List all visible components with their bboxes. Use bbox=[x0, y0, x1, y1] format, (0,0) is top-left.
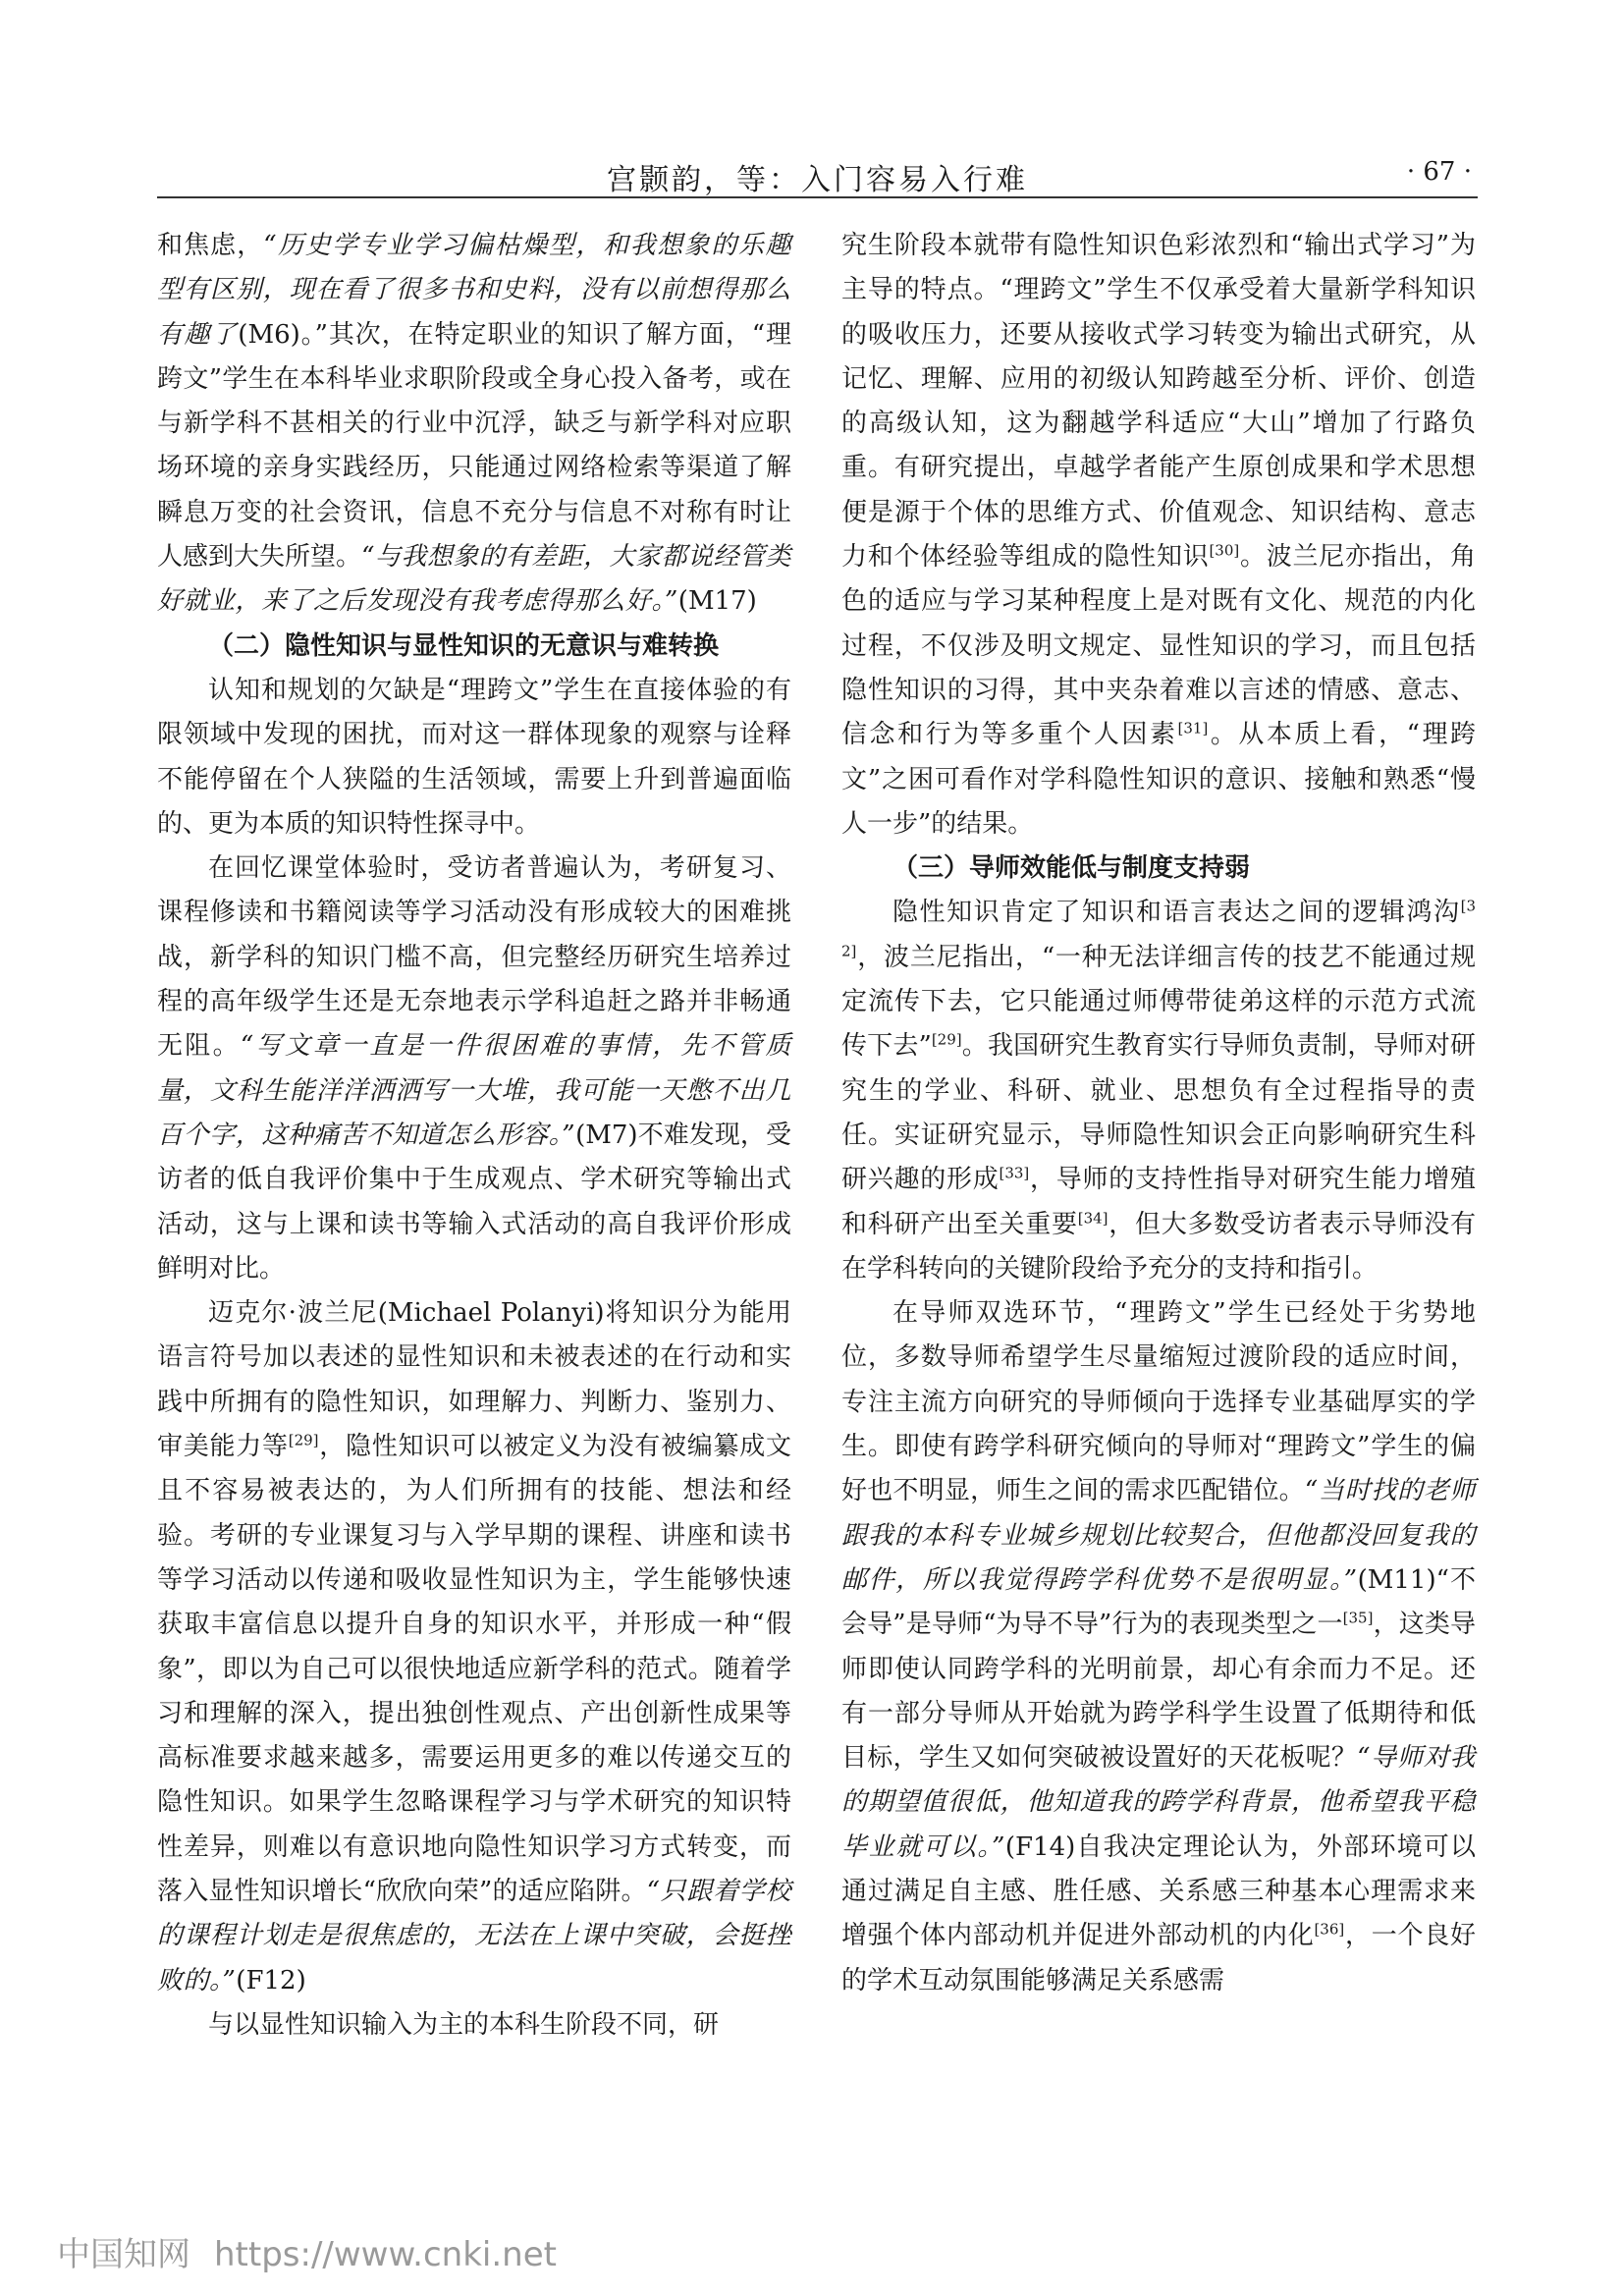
paragraph: 和焦虑，“历史学专业学习偏枯燥型，和我想象的乐趣型有区别，现在看了很多书和史料，没有以前想得那么有趣了(M6)。”其次，在特定职业的知识了解方面，“理跨文”学生在本科毕业求职阶段或全身心投入备考，或在与新学科不甚相关的行业中沉浮，缺乏与新学科对应职场环境的亲身实践经历，只能通过网络检索等渠道了解瞬息万变的社会资讯，信息不充分与信息不对称有时让人感到大失所望。“与我想象的有差距，大家都说经管类好就业，来了之后发现没有我考虑得那么好。”(M17) bbox=[157, 231, 791, 617]
interview-quote: “历史学专业学习偏枯燥型，和我想象的乐趣型有区别，现在看了很多书和史料，没有以前想得那么有趣了 bbox=[157, 231, 791, 350]
section-heading: （二）隐性知识与显性知识的无意识与难转换 bbox=[208, 630, 720, 661]
citation-ref: [36] bbox=[1314, 1920, 1345, 1939]
citation-ref: [29] bbox=[288, 1431, 319, 1449]
paragraph: 隐性知识肯定了知识和语言表达之间的逻辑鸿沟[32]，波兰尼指出，“一种无法详细言传的技艺不能通过规定流传下去，它只能通过师傅带徒弟这样的示范方式流传下去”[29]。我国研究生教育实行导师负责制，导师对研究生的学业、科研、就业、思想负有全过程指导的责任。实证研究显示，导师隐性知识会正向影响研究生科研兴趣的形成[33]，导师的支持性指导对研究生能力增殖和科研产出至关重要[34]，但大多数受访者表示导师没有在学科转向的关键阶段给予充分的支持和指引。 bbox=[841, 897, 1476, 1284]
interview-quote: “当时找的老师跟我的本科专业城乡规划比较契合，但他都没回复我的邮件，所以我觉得跨学科优势不是很明显。” bbox=[841, 1476, 1476, 1595]
interview-quote: “导师对我的期望值很低，他知道我的跨学科背景，他希望我平稳毕业就可以。” bbox=[841, 1743, 1476, 1862]
citation-ref: [35] bbox=[1342, 1609, 1374, 1627]
running-title: 宫颢韵，等：入门容易入行难 bbox=[607, 163, 1028, 197]
watermark-brand: 中国知网 bbox=[57, 2235, 190, 2274]
interview-quote: “只跟着学校的课程计划走是很焦虑的，无法在上课中突破，会挺挫败的。” bbox=[157, 1876, 791, 1995]
left-column bbox=[157, 224, 791, 2048]
page-header bbox=[157, 147, 1478, 198]
citation-ref: [32] bbox=[841, 897, 1476, 960]
watermark-url: https://www.cnki.net bbox=[214, 2235, 557, 2274]
citation-ref: [33] bbox=[999, 1164, 1030, 1182]
citation-ref: [31] bbox=[1177, 719, 1209, 738]
paragraph: 认知和规划的欠缺是“理跨文”学生在直接体验的有限领域中发现的困扰，而对这一群体现象的观察与诠释不能停留在个人狭隘的生活领域，需要上升到普遍面临的、更为本质的知识特性探寻中。 bbox=[157, 675, 791, 839]
paragraph: 在导师双选环节，“理跨文”学生已经处于劣势地位，多数导师希望学生尽量缩短过渡阶段的适应时间，专注主流方向研究的导师倾向于选择专业基础厚实的学生。即使有跨学科研究倾向的导师对“理跨文”学生的偏好也不明显，师生之间的需求匹配错位。“当时找的老师跟我的本科专业城乡规划比较契合，但他都没回复我的邮件，所以我觉得跨学科优势不是很明显。”(M11)“不会导”是导师“为导不导”行为的表现类型之一[35]，这类导师即使认同跨学科的光明前景，却心有余而力不足。还有一部分导师从开始就为跨学科学生设置了低期待和低目标，学生又如何突破被设置好的天花板呢？“导师对我的期望值很低，他知道我的跨学科背景，他希望我平稳毕业就可以。”(F14)自我决定理论认为，外部环境可以通过满足自主感、胜任感、关系感三种基本心理需求来增强个体内部动机并促进外部动机的内化[36]，一个良好的学术互动氛围能够满足关系感需 bbox=[841, 1298, 1476, 1995]
right-column bbox=[841, 224, 1476, 2003]
citation-ref: [30] bbox=[1209, 541, 1240, 560]
paragraph: 迈克尔·波兰尼(Michael Polanyi)将知识分为能用语言符号加以表述的显性知识和未被表述的在行动和实践中所拥有的隐性知识，如理解力、判断力、鉴别力、审美能力等[29]，隐性知识可以被定义为没有被编纂成文且不容易被表达的，为人们所拥有的技能、想法和经验。考研的专业课复习与入学早期的课程、讲座和读书等学习活动以传递和吸收显性知识为主，学生能够快速获取丰富信息以提升自身的知识水平，并形成一种“假象”，即以为自己可以很快地适应新学科的范式。随着学习和理解的深入，提出独创性观点、产出创新性成果等高标准要求越来越多，需要运用更多的难以传递交互的隐性知识。如果学生忽略课程学习与学术研究的知识特性差异，则难以有意识地向隐性知识学习方式转变，而落入显性知识增长“欣欣向荣”的适应陷阱。“只跟着学校的课程计划走是很焦虑的，无法在上课中突破，会挺挫败的。”(F12) bbox=[157, 1298, 791, 1995]
paragraph: 与以显性知识输入为主的本科生阶段不同，研 bbox=[208, 2009, 720, 2040]
section-heading: （三）导师效能低与制度支持弱 bbox=[892, 853, 1251, 884]
paragraph: 在回忆课堂体验时，受访者普遍认为，考研复习、课程修读和书籍阅读等学习活动没有形成较大的困难挑战，新学科的知识门槛不高，但完整经历研究生培养过程的高年级学生还是无奈地表示学科追赶之路并非畅通无阻。“写文章一直是一件很困难的事情，先不管质量，文科生能洋洋洒洒写一大堆，我可能一天憋不出几百个字，这种痛苦不知道怎么形容。”(M7)不难发现，受访者的低自我评价集中于生成观点、学术研究等输出式活动，这与上课和读书等输入式活动的高自我评价形成鲜明对比。 bbox=[157, 853, 792, 1284]
interview-quote: “与我想象的有差距，大家都说经管类好就业，来了之后发现没有我考虑得那么好。” bbox=[157, 542, 791, 617]
citation-ref: [34] bbox=[1077, 1208, 1108, 1227]
paragraph: 究生阶段本就带有隐性知识色彩浓烈和“输出式学习”为主导的特点。“理跨文”学生不仅承受着大量新学科知识的吸收压力，还要从接收式学习转变为输出式研究，从记忆、理解、应用的初级认知跨越至分析、评价、创造的高级认知，这为翻越学科适应“大山”增加了行路负重。有研究提出，卓越学者能产生原创成果和学术思想便是源于个体的思维方式、价值观念、知识结构、意志力和个体经验等组成的隐性知识[30]。波兰尼亦指出，角色的适应与学习某种程度上是对既有文化、规范的内化过程，不仅涉及明文规定、显性知识的学习，而且包括隐性知识的习得，其中夹杂着难以言述的情感、意志、信念和行为等多重个人因素[31]。从本质上看，“理跨文”之困可看作对学科隐性知识的意识、接触和熟悉“慢人一步”的结果。 bbox=[841, 231, 1476, 839]
citation-ref: [29] bbox=[931, 1030, 962, 1049]
interview-quote: “写文章一直是一件很困难的事情，先不管质量，文科生能洋洋洒洒写一大堆，我可能一天憋不出几百个字，这种痛苦不知道怎么形容。” bbox=[157, 1031, 791, 1150]
page-number: · 67 · bbox=[1406, 157, 1472, 187]
cnki-watermark bbox=[57, 2227, 557, 2275]
